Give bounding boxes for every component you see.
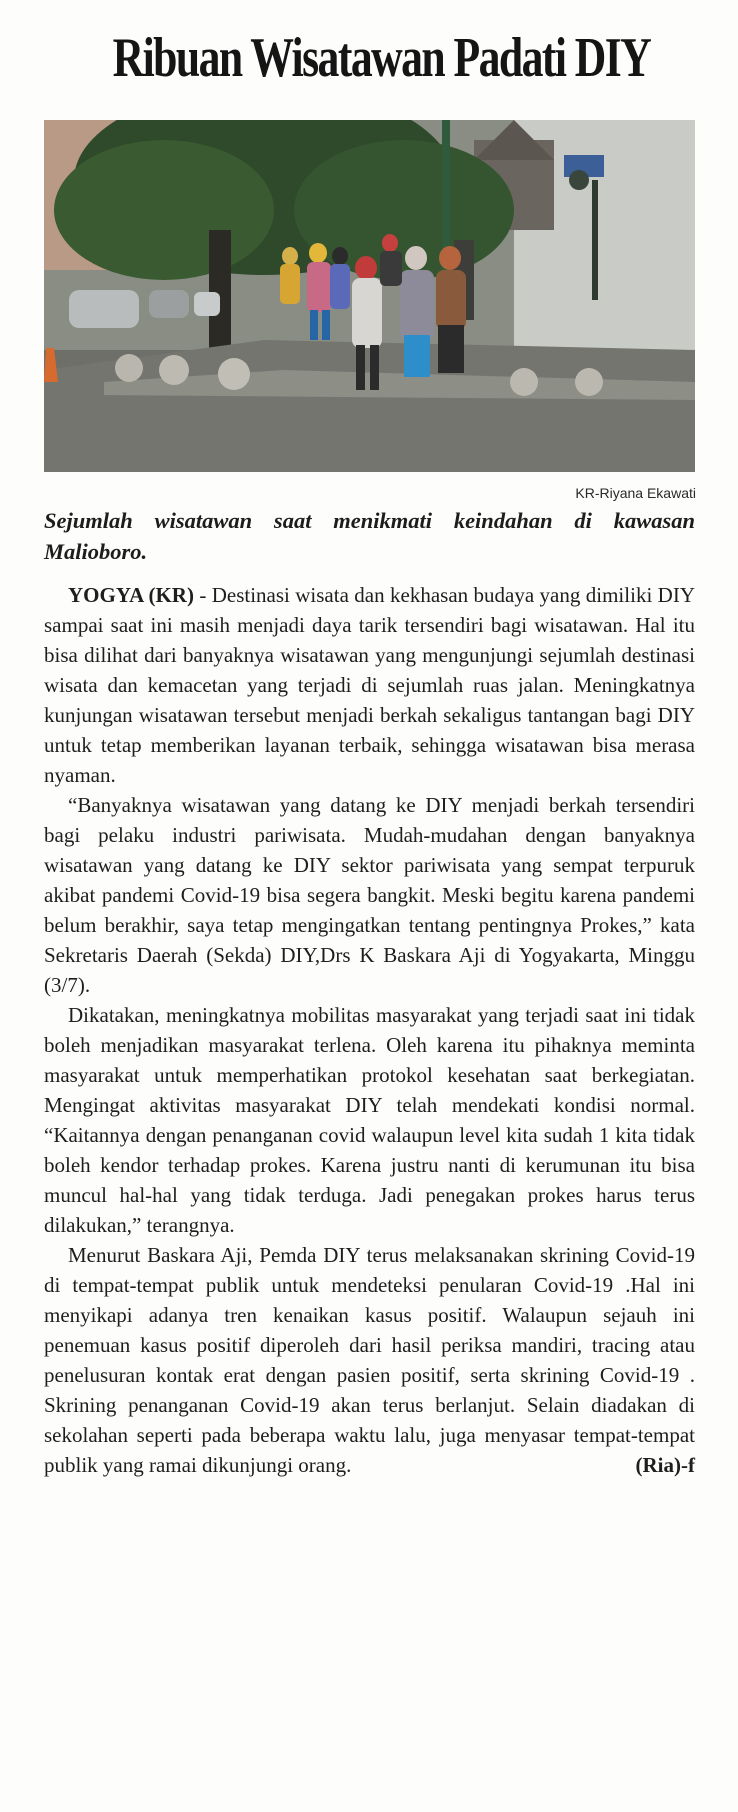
author-signoff: (Ria)-f bbox=[635, 1453, 695, 1477]
paragraph bbox=[44, 1240, 695, 1480]
paragraph: Dikatakan, meningkatnya mobilitas masyarakat yang terjadi saat ini tidak boleh menjadikan masyarakat terlena. Oleh karena itu pihaknya meminta masyarakat untuk memperhatikan protokol kesehatan saat berkegiatan. Mengingat aktivitas masyarakat DIY telah mendekati kondisi normal. “Kaitannya dengan penanganan covid walaupun level kita sudah 1 kita tidak boleh kendor terhadap prokes. Karena justru nanti di kerumunan itu bisa muncul hal-hal yang tidak terduga. Jadi penegakan prokes harus terus dilakukan,” terangnya. bbox=[44, 1003, 695, 1237]
paragraph-text: - Destinasi wisata dan kekhasan budaya yang dimiliki DIY sampai saat ini masih menjadi daya tarik tersendiri bagi wisatawan. Hal itu bisa dilihat dari banyaknya wisatawan yang mengunjungi sejumlah destinasi wisata dan kemacetan yang terjadi di sejumlah ruas jalan. Meningkatnya kunjungan wisatawan tersebut menjadi berkah sekaligus tantangan bagi DIY untuk tetap memberikan layanan terbaik, sehingga wisatawan bisa merasa nyaman. bbox=[44, 583, 695, 787]
article-headline: Ribuan Wisatawan Padati DIY bbox=[112, 27, 651, 89]
paragraph bbox=[44, 580, 695, 790]
malioboro-street-photo bbox=[44, 120, 695, 472]
photo-credit: KR-Riyana Ekawati bbox=[575, 485, 696, 501]
article-photo bbox=[44, 120, 695, 472]
paragraph: “Banyaknya wisatawan yang datang ke DIY menjadi berkah tersendiri bagi pelaku industri pariwisata. Mudah-mudahan dengan banyaknya wisatawan yang datang ke DIY sektor pariwisata yang sempat terpuruk akibat pandemi Covid-19 bisa segera bangkit. Meski begitu karena pandemi belum berakhir, saya tetap mengingatkan tentang pentingnya Prokes,” kata Sekretaris Daerah (Sekda) DIY,Drs K Baskara Aji di Yogyakarta, Minggu (3/7). bbox=[44, 793, 695, 997]
dateline: YOGYA (KR) bbox=[68, 583, 194, 607]
article-body bbox=[44, 580, 695, 1480]
photo-caption: Sejumlah wisatawan saat menikmati keindahan di kawasan Malioboro. bbox=[44, 508, 695, 564]
paragraph-text: Menurut Baskara Aji, Pemda DIY terus melaksanakan skrining Covid-19 di tempat-tempat publik untuk mendeteksi penularan Covid-19 .Hal ini menyikapi adanya tren kenaikan kasus positif. Walaupun sejauh ini penemuan kasus positif diperoleh dari hasil periksa mandiri, tracing atau penelusuran kontak erat dengan pasien positif, serta skrining Covid-19 . Skrining penanganan Covid-19 akan terus berlanjut. Selain diadakan di sekolahan seperti pada beberapa waktu lalu, juga menyasar tempat-tempat publik yang ramai dikunjungi orang. bbox=[44, 1243, 695, 1477]
